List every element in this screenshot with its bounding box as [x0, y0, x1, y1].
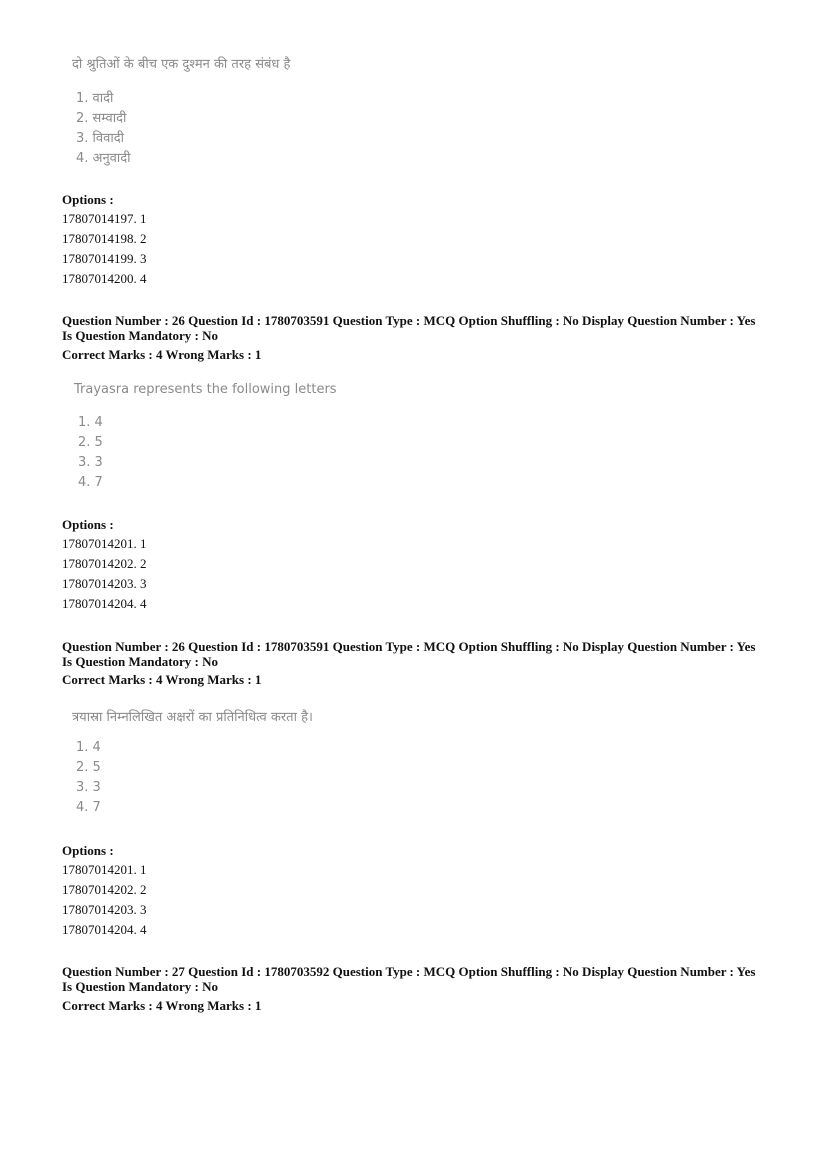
question-header: Question Number : 26 Question Id : 1780703591 Question Type : MCQ Option Shuffling : No Display Question Number : Yes	[62, 313, 756, 328]
question-image-english	[74, 382, 374, 497]
option-row: 17807014200. 4	[62, 271, 147, 286]
question-header: Question Number : 27 Question Id : 1780703592 Question Type : MCQ Option Shuffling : No Display Question Number : Yes	[62, 964, 756, 979]
choice-2: 2. 5	[76, 760, 101, 775]
question-marks: Correct Marks : 4 Wrong Marks : 1	[62, 998, 262, 1013]
choice-1: 1. 4	[76, 740, 101, 755]
option-row: 17807014197. 1	[62, 211, 147, 226]
choice-4: 4. 7	[76, 800, 101, 815]
question-mandatory: Is Question Mandatory : No	[62, 328, 219, 343]
choice-3: 3. विवादी	[76, 131, 124, 146]
option-row: 17807014201. 1	[62, 862, 147, 877]
option-row: 17807014204. 4	[62, 596, 147, 611]
option-row: 17807014203. 3	[62, 902, 147, 917]
question-mandatory: Is Question Mandatory : No	[62, 979, 219, 994]
question-text: त्रयास्रा निम्नलिखित अक्षरों का प्रतिनिधित्व करता है।	[72, 710, 313, 725]
option-row: 17807014204. 4	[62, 922, 147, 937]
option-row: 17807014199. 3	[62, 251, 147, 266]
choice-4: 4. 7	[78, 475, 103, 490]
question-header: Question Number : 26 Question Id : 1780703591 Question Type : MCQ Option Shuffling : No Display Question Number : Yes	[62, 639, 756, 654]
option-row: 17807014202. 2	[62, 882, 147, 897]
options-label: Options :	[62, 192, 114, 207]
choice-2: 2. सम्वादी	[76, 111, 127, 126]
question-mandatory: Is Question Mandatory : No	[62, 654, 219, 669]
choice-3: 3. 3	[76, 780, 101, 795]
question-image-hindi-1	[72, 54, 372, 169]
option-row: 17807014198. 2	[62, 231, 147, 246]
options-label: Options :	[62, 843, 114, 858]
option-row: 17807014203. 3	[62, 576, 147, 591]
choice-2: 2. 5	[78, 435, 103, 450]
options-label: Options :	[62, 517, 114, 532]
option-row: 17807014202. 2	[62, 556, 147, 571]
question-marks: Correct Marks : 4 Wrong Marks : 1	[62, 672, 262, 687]
question-marks: Correct Marks : 4 Wrong Marks : 1	[62, 347, 262, 362]
question-image-hindi-2	[72, 707, 392, 822]
option-row: 17807014201. 1	[62, 536, 147, 551]
question-text: दो श्रुतिओं के बीच एक दुश्मन की तरह संबंध है	[72, 57, 291, 72]
choice-1: 1. 4	[78, 415, 103, 430]
question-text: Trayasra represents the following letters	[74, 382, 337, 397]
choice-3: 3. 3	[78, 455, 103, 470]
choice-4: 4. अनुवादी	[76, 151, 131, 166]
choice-1: 1. वादी	[76, 91, 114, 106]
